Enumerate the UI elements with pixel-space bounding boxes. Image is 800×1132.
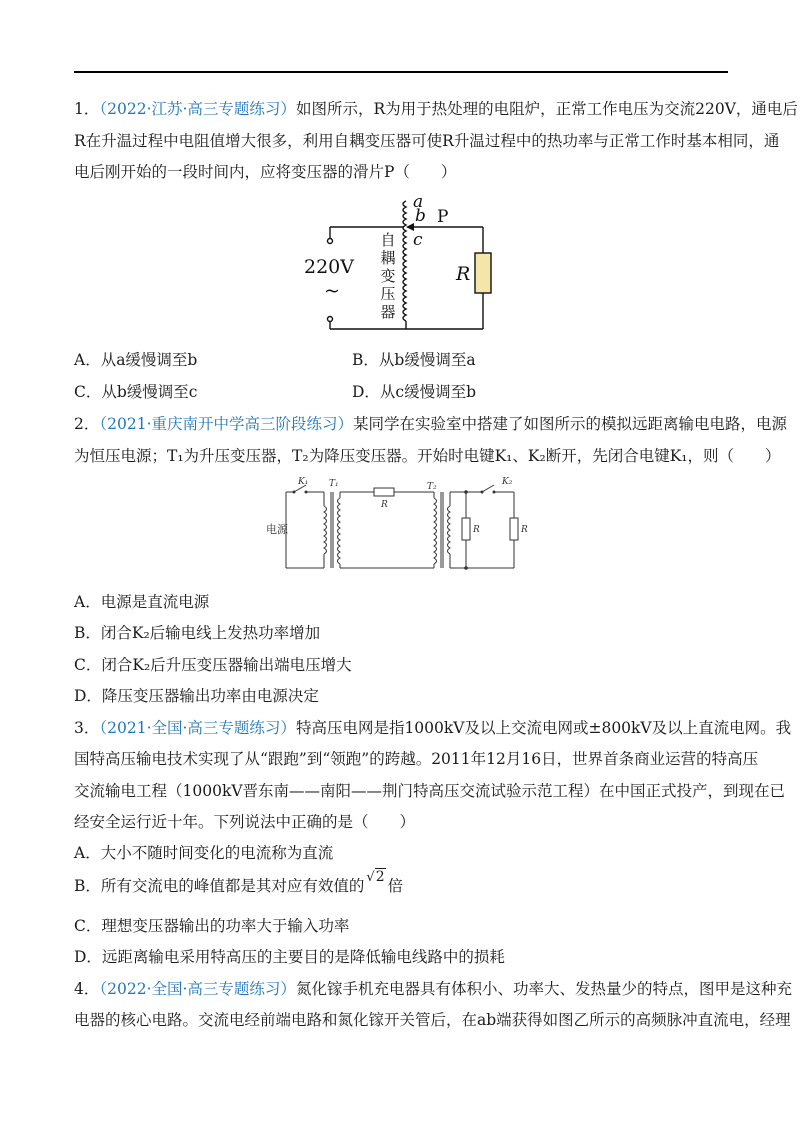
q2-load-resistor-right: R	[521, 525, 528, 535]
q3-option-b-suffix: 倍	[387, 877, 404, 895]
q2-load-resistor-left: R	[473, 525, 480, 535]
q1-source-link[interactable]: （2022·江苏·高三专题练习）	[99, 100, 296, 118]
q3-line-4: 经安全运行近十年。下列说法中正确的是（ ）	[74, 813, 416, 831]
q3-line-3: 交流输电工程（1000kV晋东南——南阳——荆门特高压交流试验示范工程）在中国正式投产，到现在已	[74, 782, 786, 800]
q2-option-a[interactable]: A．电源是直流电源	[74, 593, 210, 611]
q2-switch-k2: K₂	[502, 477, 513, 487]
q3-text-1: 特高压电网是指1000kV及以上交流电网或±800kV及以上直流电网。我	[295, 719, 792, 737]
q2-number: 2．	[74, 415, 100, 433]
q2-switch-k1: K₁	[298, 477, 309, 487]
q1-voltage-label: 220V	[304, 256, 354, 278]
q2-transmission-figure	[264, 476, 534, 576]
q1-transformer-char-4: 压	[380, 285, 396, 303]
q2-option-b[interactable]: B．闭合K₂后输电线上发热功率增加	[74, 624, 321, 642]
q1-line-1	[74, 99, 798, 119]
q1-slider-p: P	[437, 207, 449, 227]
q2-line-1	[74, 414, 787, 434]
q3-option-b-text: B．所有交流电的峰值都是其对应有效值的	[74, 877, 365, 895]
q3-option-b[interactable]	[74, 869, 404, 898]
q3-number: 3．	[74, 719, 100, 737]
q1-number: 1．	[74, 100, 100, 118]
q1-autotransformer-figure	[300, 193, 515, 335]
q1-option-c[interactable]: C．从b缓慢调至c	[74, 383, 198, 401]
q2-line-resistor: R	[381, 500, 388, 510]
q3-option-b-sqrt: √2	[366, 869, 385, 885]
q1-option-a[interactable]: A．从a缓慢调至b	[74, 351, 198, 369]
q3-option-a[interactable]: A．大小不随时间变化的电流称为直流	[74, 844, 334, 862]
q1-option-b[interactable]: B．从b缓慢调至a	[352, 351, 476, 369]
q2-option-d[interactable]: D．降压变压器输出功率由电源决定	[74, 687, 319, 705]
q1-transformer-char-1: 自	[380, 231, 396, 249]
q1-line-3: 电后刚开始的一段时间内，应将变压器的滑片P（ ）	[74, 163, 457, 181]
q3-option-c[interactable]: C．理想变压器输出的功率大于输入功率	[74, 917, 350, 935]
q2-line-2: 为恒压电源；T₁为升压变压器，T₂为降压变压器。开始时电键K₁、K₂断开，先闭合电键K₁，则（ ）	[74, 447, 781, 465]
q3-line-2: 国特高压输电技术实现了从“跟跑”到“领跑”的跨越。2011年12月16日，世界首条商业运营的特高压	[74, 750, 759, 768]
q1-transformer-label	[380, 231, 395, 321]
q2-label-t2: T₂	[427, 482, 437, 492]
q4-number: 4．	[74, 980, 100, 998]
q1-tap-a: a	[413, 193, 424, 212]
q4-line-1	[74, 979, 792, 999]
header-rule	[74, 71, 728, 73]
q1-transformer-char-3: 变	[380, 267, 396, 285]
q3-line-1	[74, 718, 791, 738]
q4-source-link[interactable]: （2022·全国·高三专题练习）	[99, 980, 296, 998]
q1-ac-symbol: ~	[324, 280, 340, 302]
q1-option-d[interactable]: D．从c缓慢调至b	[352, 383, 477, 401]
q4-line-2: 电器的核心电路。交流电经前端电路和氮化镓开关管后，在ab端获得如图乙所示的高频脉冲直流电，经理	[74, 1011, 791, 1029]
q2-label-t1: T₁	[329, 479, 339, 489]
q1-transformer-char-2: 耦	[380, 249, 396, 267]
q4-text-1: 氮化镓手机充电器具有体积小、功率大、发热量少的特点，图甲是这种充	[295, 980, 792, 998]
q1-line-2: R在升温过程中电阻值增大很多，利用自耦变压器可使R升温过程中的热功率与正常工作时基本相同，通	[74, 132, 780, 150]
q1-transformer-char-5: 器	[380, 303, 396, 321]
q2-option-c[interactable]: C．闭合K₂后升压变压器输出端电压增大	[74, 656, 352, 674]
q2-source-label: 电源	[266, 523, 288, 536]
q1-tap-c: c	[413, 230, 423, 250]
q1-tap-b: b	[415, 206, 426, 226]
q2-source-link[interactable]: （2021·重庆南开中学高三阶段练习）	[99, 415, 353, 433]
q1-resistor-r	[475, 253, 491, 293]
q2-text-1: 某同学在实验室中搭建了如图所示的模拟远距离输电电路，电源	[353, 415, 788, 433]
q3-source-link[interactable]: （2021·全国·高三专题练习）	[99, 719, 296, 737]
q3-option-d[interactable]: D．远距离输电采用特高压的主要目的是降低输电线路中的损耗	[74, 948, 505, 966]
q1-resistor-label: R	[456, 263, 471, 285]
q1-text-1: 如图所示，R为用于热处理的电阻炉，正常工作电压为交流220V，通电后	[295, 100, 798, 118]
